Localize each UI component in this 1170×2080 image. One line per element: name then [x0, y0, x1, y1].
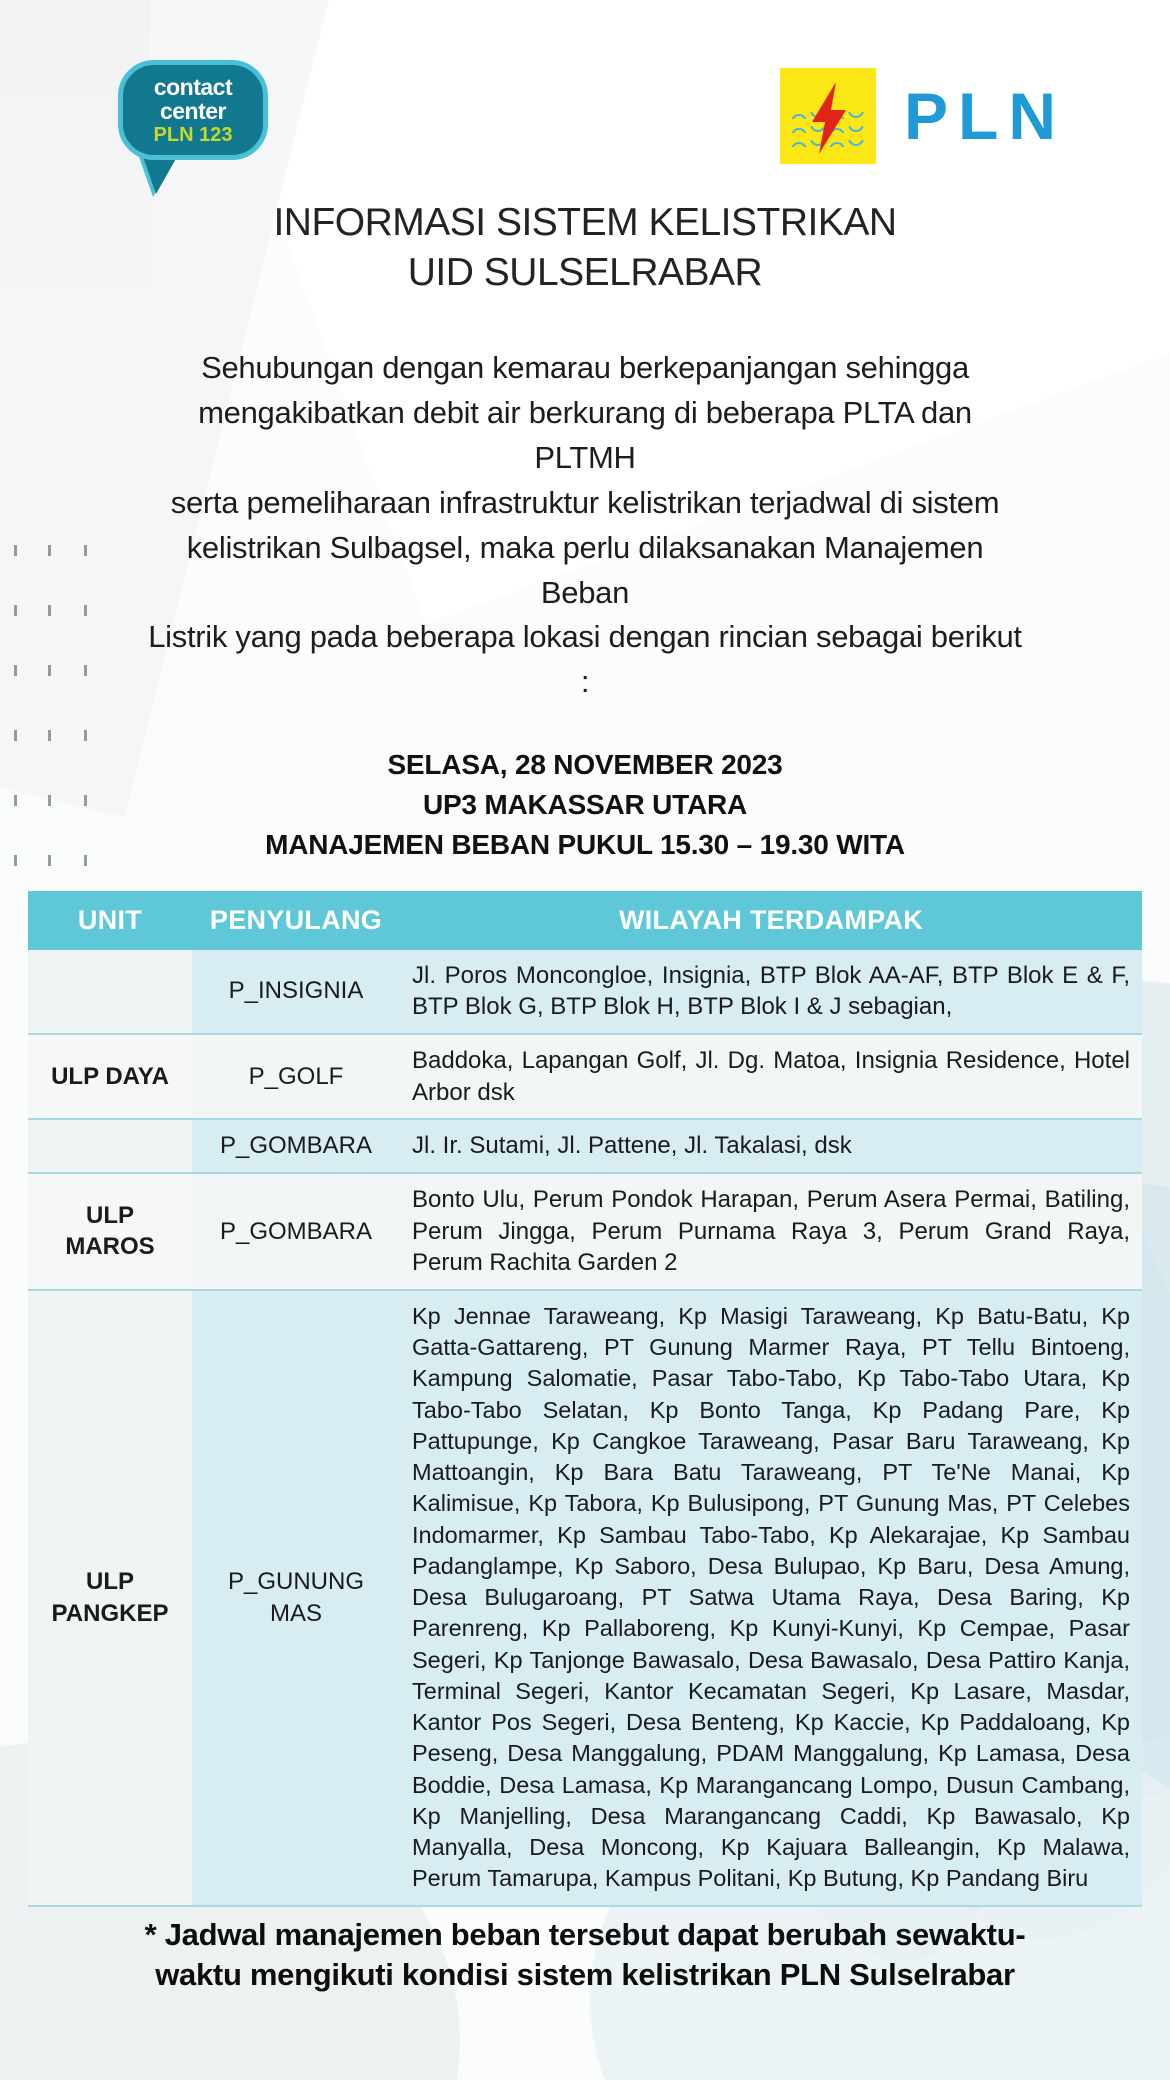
schedule-date: SELASA, 28 NOVEMBER 2023 — [387, 749, 783, 781]
cell-penyulang: P_GOMBARA — [192, 1173, 400, 1290]
disclaimer-line1: * Jadwal manajemen beban tersebut dapat berubah sewaktu- — [144, 1916, 1026, 1952]
cell-wilayah: Bonto Ulu, Perum Pondok Harapan, Perum Asera Permai, Batiling, Perum Jingga, Perum Purnama Raya 3, Perum Grand Raya, Perum Rachita Garden 2 — [400, 1173, 1142, 1290]
page-title — [0, 198, 1170, 298]
cell-unit: ULP DAYA — [28, 1034, 192, 1119]
table-row — [28, 1034, 1142, 1119]
cell-unit: ULP MAROS — [28, 1173, 192, 1290]
column-header-wilayah: WILAYAH TERDAMPAK — [400, 891, 1142, 950]
contact-center-line1: contact — [153, 73, 233, 100]
cell-unit — [28, 1119, 192, 1173]
disclaimer-note — [22, 1915, 1148, 1996]
intro-line4: kelistrikan Sulbagsel, maka perlu dilaksanakan Manajemen Beban — [186, 529, 984, 610]
table-row — [28, 1119, 1142, 1173]
cell-penyulang: P_GOLF — [192, 1034, 400, 1119]
intro-line1: Sehubungan dengan kemarau berkepanjangan sehingga — [201, 349, 969, 385]
intro-line3: serta pemeliharaan infrastruktur kelistrikan terjadwal di sistem — [170, 484, 1000, 520]
contact-center-line2: center — [159, 97, 227, 124]
table-row — [28, 1290, 1142, 1906]
schedule-time: MANAJEMEN BEBAN PUKUL 15.30 – 19.30 WITA — [265, 828, 905, 860]
cell-unit: ULP PANGKEP — [28, 1290, 192, 1906]
table-row — [28, 1173, 1142, 1290]
pln-wordmark: PLN — [904, 79, 1066, 153]
schedule-unit: UP3 MAKASSAR UTARA — [422, 789, 748, 821]
cell-penyulang: P_INSIGNIA — [192, 950, 400, 1034]
intro-paragraph — [145, 346, 1025, 706]
table-row — [28, 950, 1142, 1034]
column-header-penyulang: PENYULANG — [192, 891, 400, 950]
intro-line5: Listrik yang pada beberapa lokasi dengan rincian sebagai berikut : — [148, 619, 1022, 700]
cell-wilayah: Jl. Poros Moncongloe, Insignia, BTP Blok AA-AF, BTP Blok E & F, BTP Blok G, BTP Blok H, BTP Blok I & J sebagian, — [400, 950, 1142, 1034]
cell-wilayah: Baddoka, Lapangan Golf, Jl. Dg. Matoa, Insignia Residence, Hotel Arbor dsk — [400, 1034, 1142, 1119]
pln-mark-icon — [780, 68, 876, 164]
schedule-table-wrapper — [28, 891, 1142, 1907]
intro-line2: mengakibatkan debit air berkurang di beberapa PLTA dan PLTMH — [198, 394, 972, 475]
schedule-table-body — [28, 950, 1142, 1906]
speech-bubble-icon — [118, 60, 268, 160]
table-header-row — [28, 891, 1142, 950]
cell-penyulang: P_GOMBARA — [192, 1119, 400, 1173]
pln-logo — [780, 68, 1066, 164]
disclaimer-line2: waktu mengikuti kondisi sistem kelistrikan PLN Sulselrabar — [155, 1956, 1015, 1992]
cell-penyulang: P_GUNUNG MAS — [192, 1290, 400, 1906]
lightning-bolt-icon — [806, 82, 850, 154]
contact-center-logo — [118, 60, 268, 192]
schedule-meta — [0, 745, 1170, 864]
schedule-table-head — [28, 891, 1142, 950]
schedule-table — [28, 891, 1142, 1907]
cell-unit — [28, 950, 192, 1034]
contact-center-line3: PLN 123 — [153, 123, 233, 146]
logo-bar — [0, 0, 1170, 160]
column-header-unit: UNIT — [28, 891, 192, 950]
cell-wilayah: Kp Jennae Taraweang, Kp Masigi Taraweang, Kp Batu-Batu, Kp Gatta-Gattareng, PT Gunung Marmer Raya, PT Tellu Bintoeng, Kampung Salomatie, Pasar Tabo-Tabo, Kp Tabo-Tabo Utara, Kp Tabo-Tabo Selatan, Kp Bonto Tanga, Kp Padang Pare, Kp Pattupunge, Kp Cangkoe Taraweang, Pasar Baru Taraweang, Kp Mattoangin, Kp Bara Batu Taraweang, PT Te'Ne Manai, Kp Kalimisue, Kp Tabora, Kp Bulusipong, PT Gunung Mas, PT Celebes Indomarmer, Kp Sambau Tabo-Tabo, Kp Alekarajae, Kp Sambau Padanglampe, Kp Saboro, Desa Bulupao, Kp Baru, Desa Amung, Desa Bulugaroang, PT Satwa Utama Raya, Desa Baring, Kp Parenreng, Kp Pallaboreng, Kp Kunyi-Kunyi, Kp Cempae, Pasar Segeri, Kp Tanjonge Bawasalo, Desa Bawasalo, Desa Pattiro Kanja, Terminal Segeri, Kantor Kecamatan Segeri, Kp Lasare, Masdar, Kantor Pos Segeri, Desa Benteng, Kp Kaccie, Kp Paddaloang, Kp Peseng, Desa Manggalung, PDAM Manggalung, Kp Lamasa, Desa Boddie, Desa Lamasa, Kp Marangancang Lompo, Dusun Cambang, Kp Manjelling, Desa Marangancang Caddi, Kp Bawasalo, Kp Manyalla, Desa Moncong, Kp Kajuara Balleangin, Kp Malawa, Perum Tamarupa, Kampus Politani, Kp Butung, Kp Pandang Biru — [400, 1290, 1142, 1906]
page-title-line1: INFORMASI SISTEM KELISTRIKAN — [273, 201, 897, 244]
cell-wilayah: Jl. Ir. Sutami, Jl. Pattene, Jl. Takalasi, dsk — [400, 1119, 1142, 1173]
page-title-line2: UID SULSELRABAR — [407, 250, 763, 294]
